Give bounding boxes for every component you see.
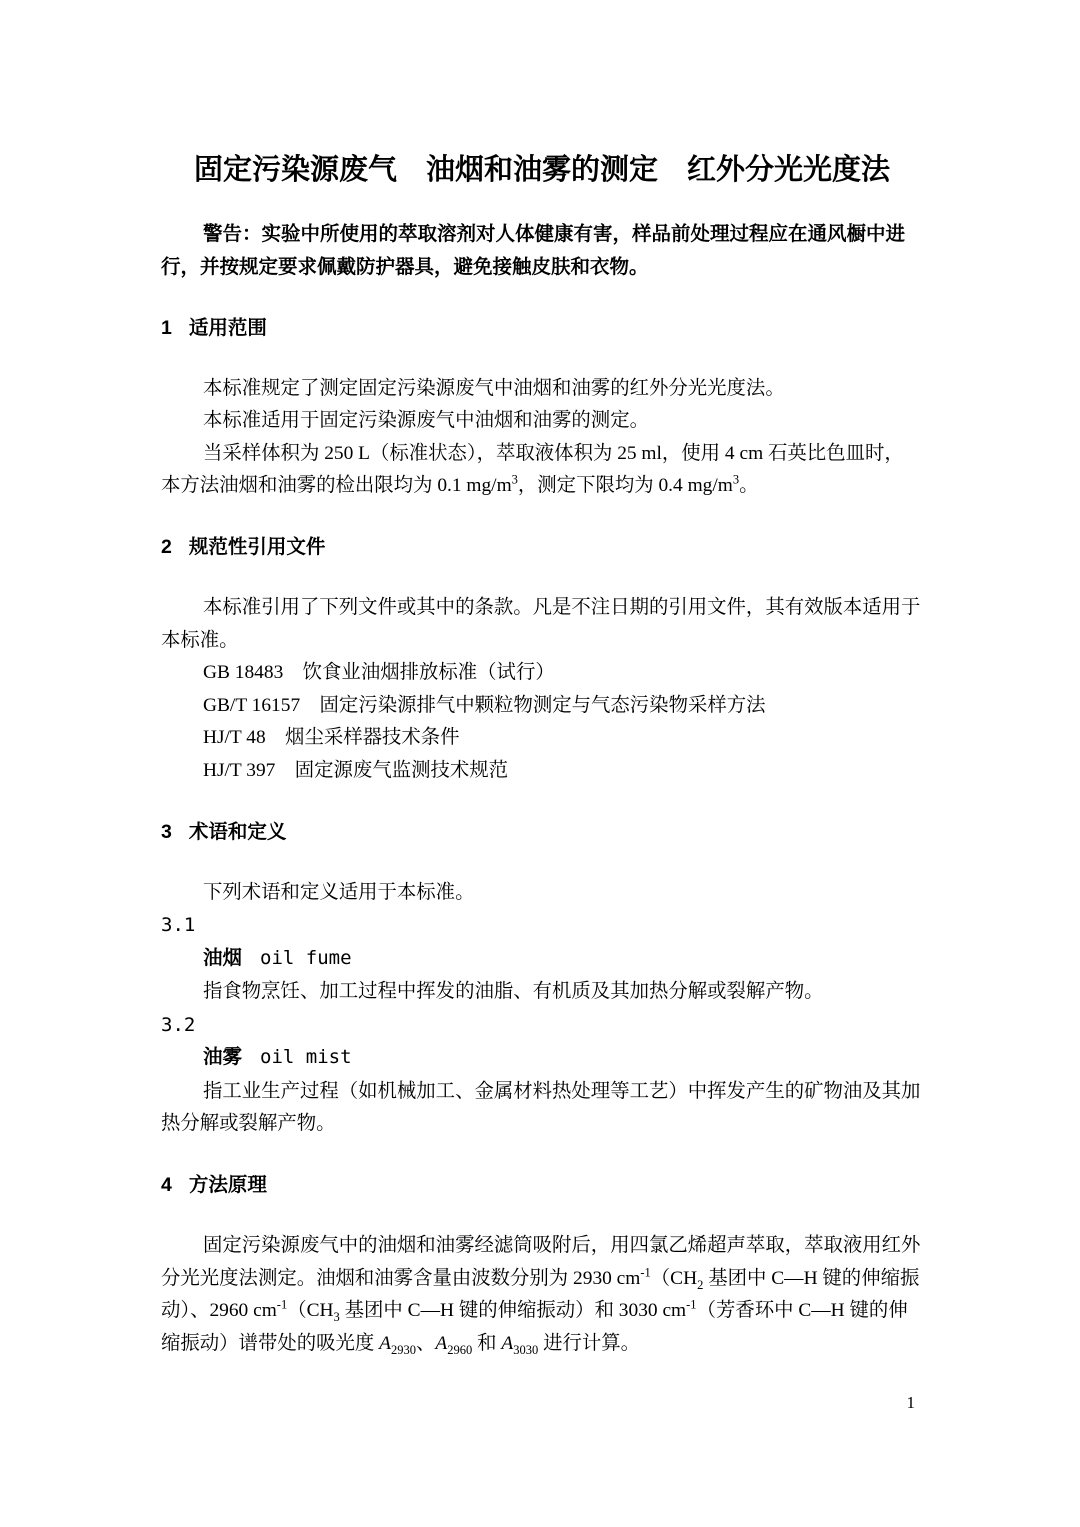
superscript: -1 bbox=[640, 1265, 651, 1280]
term-definition-oil-mist: 指工业生产过程（如机械加工、金属材料热处理等工艺）中挥发产生的矿物油及其加热分解或裂解产物。 bbox=[161, 1080, 921, 1134]
clause-number-3-2: 3.2 bbox=[161, 1013, 196, 1036]
term-chinese: 油烟 bbox=[203, 946, 243, 969]
term-heading-oil-fume bbox=[203, 942, 923, 977]
warning-paragraph: 警告：实验中所使用的萃取溶剂对人体健康有害，样品前处理过程应在通风橱中进行，并按规定要求佩戴防护器具，避免接触皮肤和衣物。 bbox=[161, 223, 906, 278]
superscript: 3 bbox=[511, 472, 518, 487]
subscript: 2 bbox=[697, 1277, 704, 1292]
term-english: oil mist bbox=[260, 1046, 352, 1068]
clause-number-3-1: 3.1 bbox=[161, 914, 196, 936]
section-3-number: 3 bbox=[161, 820, 172, 843]
section-4-number: 4 bbox=[161, 1174, 172, 1196]
section-3-heading bbox=[161, 816, 923, 849]
section-2-heading bbox=[161, 531, 923, 564]
text-run: （CH bbox=[650, 1267, 698, 1289]
section-4-title: 方法原理 bbox=[188, 1174, 267, 1196]
section-4-paragraph-1 bbox=[161, 1230, 923, 1360]
superscript: -1 bbox=[686, 1297, 697, 1312]
superscript: 3 bbox=[732, 472, 740, 487]
section-3-paragraph-1: 下列术语和定义适用于本标准。 bbox=[203, 881, 475, 903]
term-english: oil fume bbox=[260, 946, 352, 969]
subscript: 2960 bbox=[447, 1342, 473, 1357]
term-heading-oil-mist bbox=[203, 1041, 923, 1076]
text-run: 基团中 C—H 键的伸缩振动）和 3030 cm bbox=[339, 1300, 687, 1321]
section-1-title: 适用范围 bbox=[188, 316, 267, 339]
subscript: 3 bbox=[333, 1309, 340, 1324]
section-1-number: 1 bbox=[161, 316, 172, 339]
text-run: 和 bbox=[472, 1332, 502, 1354]
variable-A: A bbox=[435, 1332, 448, 1354]
text-run: 进行计算。 bbox=[538, 1332, 641, 1354]
section-2-title: 规范性引用文件 bbox=[188, 536, 326, 558]
text-run: （芳香环中 C—H 键的伸缩振动）谱带处的吸光度 bbox=[161, 1300, 908, 1354]
reference-item: HJ/T 48 烟尘采样器技术条件 bbox=[203, 727, 460, 748]
text-run: （CH bbox=[287, 1300, 334, 1321]
section-1-paragraph-3 bbox=[161, 438, 923, 503]
reference-item: HJ/T 397 固定源废气监测技术规范 bbox=[203, 759, 509, 781]
section-2-number: 2 bbox=[161, 536, 172, 558]
section-1-paragraph-1: 本标准规定了测定固定污染源废气中油烟和油雾的红外分光光度法。 bbox=[203, 377, 785, 399]
page-number: 1 bbox=[906, 1393, 915, 1412]
text-run: 。 bbox=[739, 475, 759, 496]
subscript: 2930 bbox=[391, 1342, 417, 1357]
text-run: 基团中 C—H 键的伸缩振动）、2960 cm bbox=[161, 1267, 920, 1321]
reference-item: GB 18483 饮食业油烟排放标准（试行） bbox=[203, 662, 555, 683]
reference-item: GB/T 16157 固定污染源排气中颗粒物测定与气态污染物采样方法 bbox=[203, 694, 766, 716]
document-content bbox=[161, 0, 923, 1360]
subscript: 3030 bbox=[513, 1342, 539, 1357]
text-run: ，测定下限均为 0.4 mg/m bbox=[517, 475, 733, 496]
variable-A: A bbox=[501, 1332, 514, 1354]
section-2-paragraph-1: 本标准引用了下列文件或其中的条款。凡是不注日期的引用文件，其有效版本适用于本标准。 bbox=[161, 597, 921, 651]
superscript: -1 bbox=[276, 1297, 288, 1312]
section-1-paragraph-2: 本标准适用于固定污染源废气中油烟和油雾的测定。 bbox=[203, 410, 649, 431]
term-chinese: 油雾 bbox=[203, 1046, 243, 1068]
text-run: 固定污染源废气中的油烟和油雾经滤筒吸附后，用四氯乙烯超声萃取，萃取液用红外分光光度法测定。油烟和油雾含量由波数分别为 2930 cm bbox=[161, 1235, 921, 1289]
document-title: 固定污染源废气 油烟和油雾的测定 红外分光光度法 bbox=[193, 154, 890, 186]
section-3-title: 术语和定义 bbox=[188, 820, 287, 843]
text-run: 、 bbox=[416, 1332, 436, 1354]
section-4-heading bbox=[161, 1169, 923, 1202]
section-1-heading bbox=[161, 312, 923, 345]
variable-A: A bbox=[379, 1332, 392, 1354]
text-run: 当采样体积为 250 L（标准状态），萃取液体积为 25 ml，使用 4 cm 石英比色皿时，本方法油烟和油雾的检出限均为 0.1 mg/m bbox=[161, 442, 904, 496]
term-definition-oil-fume: 指食物烹饪、加工过程中挥发的油脂、有机质及其加热分解或裂解产物。 bbox=[203, 981, 824, 1002]
